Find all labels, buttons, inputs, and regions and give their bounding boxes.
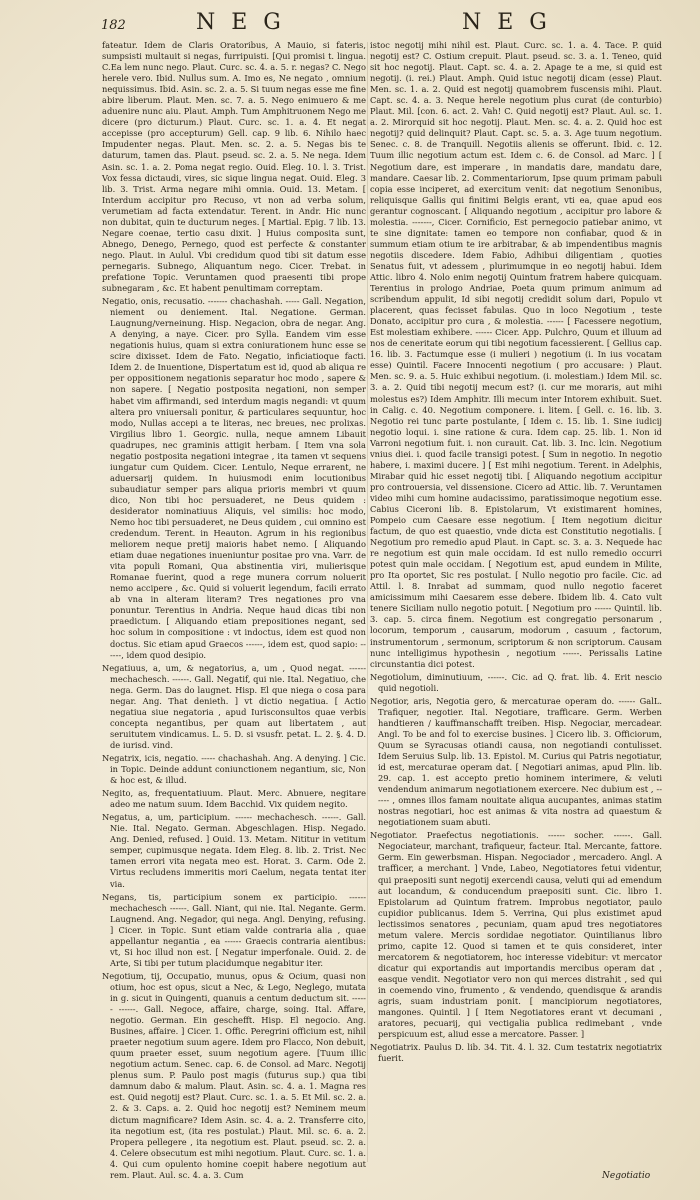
entry-negans: Negans, tis, participium sonem ex participio. ------ mechachesch ------. Gall. Niant, qui nie. Ital. Negante. Germ. Laugnend. Ang. Negador, qui nega. Angl. Denying, refusing. ] Cicer. in Topic. Sunt etiam valde contraria alia , quae appellantur negantia , ea ------ Graecis contraria aientibus: vt, Si hoc illud non est. [ Negatur imperfonale. Ouid. 2. de Arte, Si tibi per tutum placidumque negabitur iter.: [102, 891, 366, 968]
right-column: [370, 40, 662, 1170]
left-column: [102, 40, 366, 1180]
entry-negotior: Negotior, aris, Negotia gero, & mercaturae operam do. ------ GalL. Trafiquer, negotier. Ital. Negotiare, trafficare. Germ. Werben handtieren / kauffmanschafft treiben. Hisp. Negociar, mercadear. Angl. To be and fol to exercise busines. ] Cicero lib. 3. Officiorum, Quum se Syracusas otiandi causa, non negotiandi contulisset. Idem Seruius Sulp. lib. 13. Epistol. M. Curius qui Patris negotiatur, id est, mercaturae operam dat. [ Negotiari animas, apud Plin. lib. 29. cap. 1. est accepto pretio hominem interimere, & veluti vendendum animarum negotiationem exercere. Nec dubium est , ------ , omnes illos famam nouitate aliqua aucupantes, animas statim nostras negotiari, hoc est animas & vita nostra ad quaestum & negotiationem suam abuti.: [370, 695, 662, 828]
entry-negito: Negito, as, frequentatiuum. Plaut. Merc. Abnuere, negitare adeo me natum suum. Idem Bacchid. Vix quidem negito.: [102, 788, 366, 810]
page-number: 182: [101, 18, 126, 33]
catchword: Negotiatio: [602, 1171, 651, 1181]
entry-nego-continued: fateatur. Idem de Claris Oratoribus, A Mauio, si fateris, sumpsisti multauit si negas, furripuisti. [Qui promisi t. lingua. C.Ea lem nunc nego. Plaut. Curc. sc. 4. a. 5. r. negas? C. Nego herele vero. Ibid. Nullus sum. A. Imo es, Ne negato , omnium nequissimus. Ibid. Asin. sc. 2. a. 5. Si tuum negas esse me fine abire liberum. Plaut. Men. sc. 7. a. 5. Nego enimuero & me aduenire nunc aiu. Plaut. Amph. Tum Amphitruonem Nego me dicere (pro dicturum.) Plaut. Curc. sc. 1. a. 4. Et negat accepisse (pro accepturum) Gell. cap. 9 lib. 6. Nihilo haec Impudenter negas. Plaut. Men. sc. 2. a. 5. Negas bis te daturum, tamen das. Plaut. pseud. sc. 2. a. 5. Ne nega. Idem Asin. sc. 1. a. 2. Poma negat regio. Ouid. Eleg. 10. l. 3. Trist. Vox fessa dictaudi, vires, sic sique lingua negat. Ouid. Eleg. 3 lib. 3. Trist. Arma negare mihi omnia. Ouid. 13. Metam. [ Interdum accipitur pro Recuso, vt non ad verba solum, verumetiam ad facta extendatur. Terent. in Andr. Hic nunc non dubitat, quin te ducturum neges. [ Martial. Epig. 7 lib. 13. Negare coenae, tertio casu dixit. ] Huius composita sunt, Abnego, Denego, Pernego, quod est perfecte & constanter nego. Plaut. in Aulul. Vbi credidum quod tibi sit datum esse pernegaris. Subnego, Aliquantum nego. Cicer. Trebat. in prefatione Topic. Veruntamen quod praesenti tibi prope subnegaram , &c. Et habent penultimam correptam.: [102, 40, 366, 294]
entry-negatrix: Negatrix, icis, negatio. ----- chachashah. Ang. A denying. ] Cic. in Topic. Deinde addunt coniunctionem negantium, sic, Non & hoc est, & illud.: [102, 753, 366, 786]
entry-negatus: Negatus, a, um, participium. ------ mechachesch. ------. Gall. Nie. Ital. Negato. German. Abgeschlagen. Hisp. Negado. Ang. Denied, refused. ] Ouid. 13. Metam. Nititur in vetitum semper, cupimusque negata. Idem Eleg. 8. lib. 2. Trist. Nec tamen errori vita negata meo est. Horat. 3. Carm. Ode 2. Virtus recludens immeritis mori Caelum, negata tentat iter via.: [102, 812, 366, 889]
entry-negotiatrix: Negotiatrix. Paulus D. lib. 34. Tit. 4. l. 32. Cum testatrix negotiatrix fuerit.: [370, 1042, 662, 1064]
entry-negotium: Negotium, tij, Occupatio, munus, opus & Ocium, quasi non otium, hoc est opus, sicut a Nec, & Lego, Neglego, mutata in g. sicut in Quingenti, quanuis a centum deductum sit. ------ ------. Gall. Negoce, affaire, charge, soing. Ital. Affare, negotio. German. Ein geschefft. Hisp. El negocio. Ang. Busines, affaire. ] Cicer. 1. Offic. Peregrini officium est, nihil praeter negotium suum agere. Idem pro Flacco, Non debuit, quum praeter esset, suum negotium agere. [Tuum illic negotium actum. Senec. cap. 6. de Consol. ad Marc. Negotij plenus sum. P. Paulo post magis (futurus sup.) qua tibi damnum dabo & malum. Plaut. Asin. sc. 4. a. 1. Magna res est. Quid negotij est? Plaut. Curc. sc. 1. a. 5. Et Mil. sc. 2. a. 2. & 3. Caps. a. 2. Quid hoc negotij est? Neminem meum dictum magnificare? Idem Asin. sc. 4. a. 2. Transferre cito, ita negotium est, (ita res postulat.) Plaut. Mil. sc. 6. a. 2. Propera pellegere , ita negotium est. Plaut. pseud. sc. 2. a. 4. Celere obsecutum est mihi negotium. Plaut. Curc. sc. 1. a. 4. Qui cum opulento homine coepit habere negotium aut rem. Plaut. Aul. sc. 4. a. 3. Cum: [102, 970, 366, 1180]
page-header: [0, 10, 700, 40]
running-head-left: NEG: [196, 10, 297, 35]
entry-negatiuus: Negatiuus, a, um, & negatorius, a, um , Quod negat. ------ mechachesch. ------. Gall. Negatif, qui nie. Ital. Negatiuo, che nega. Germ. Das do laugnet. Hisp. El que niega o cosa para negar. Ang. That denieth. ] vt dictio negatiua. [ Actio negatiua siue negatoria , apud Iurisconsultos quae verbis concepta negantibus, per quam aut libertatem , aut seruitutem vindicamus. L. 5. D. si vsusfr. petat. L. 2. §. 4. D. de iurisd. vind.: [102, 662, 366, 750]
entry-negatio: Negatio, onis, recusatio. ------- chachashah. ----- Gall. Negation, niement ou deniement. Ital. Negatione. German. Laugnung/verneinung. Hisp. Negacion, obra de negar. Ang. A denying, a naye. Cicer. pro Sylla. Eandem vim esse negationis huius, quam si extra coniurationem hunc esse se scire dixisset. Idem de Fato. Negatio, inficiatioque facti. Idem 2. de Inuentione, Dispertatum est id, quod ab aliqua re per oppositionem negationis separatur hoc modo , sapere & non sapere. [ Negatio postposita negationi, non semper habet vim affirmandi, sed interdum magis negandi: vt quum altera pro vniuersali ponitur, & particulares sequuntur, hoc modo, Nullas accepi a te literas, nec breues, nec prolixas. Virgilius libro 1. Georgic. nulla, neque amnem Libauit quadrupes, nec graminis attigit herbam. [ Item vna sola negatio postposita negationi integrae , ita tamen vt sequens iungatur cum Quidem. Cicer. Lentulo, Neque errarent, ne aduersarij quidem. In huiusmodi enim locutionibus subaudiatur semper pars aliqua prioris membri vt quum dico, Non tibi hoc persuaderet, ne Deus quidem : desiderator nominatiuus Aliquis, vel similis: hoc modo, Nemo hoc tibi persuaderet, ne Deus quidem , cui omnino est credendum. Terent. in Heauton. Agrum in his regionibus meliorem neque pretij maioris habet nemo. [ Aliquando etiam duae negationes inueniuntur positae pro vna. Varr. de vita populi Romani, Qua abstinentia viri, mulierisque Romanae fuerint, quod a rege munera corrum noluerit nemo accipere , &c. Quid si voluerit legendum, facili errato ab vna in alteram literam? Tres negationes pro vna ponuntur. Terentius in Andria. Neque haud dicas tibi non praedictum. [ Aliquando etiam prepositiones negant, sed hoc solum in compositione : vt indoctus, idem est quod non doctus. Sic etiam apud Graecos ------, idem est, quod sapio: ------, idem quod desipio.: [102, 296, 366, 660]
running-head-right: NEG: [462, 10, 563, 35]
entry-negotium-continued: istoc negotij mihi nihil est. Plaut. Curc. sc. 1. a. 4. Tace. P. quid negotij est? C. Ostium crepuit. Plaut. pseud. sc. 3. a. 1. Teneo, quid sit hoc negotij. Plaut. Capt. sc. 4. a. 2. Apage te a me, si quid est negotij. (i. rei.) Plaut. Amph. Quid istuc negotij dicam (esse) Plaut. Men. sc. 1. a. 2. Quid est negotij quamobrem fuscensis mihi. Plaut. Capt. sc. 4. a. 3. Neque herele negotium plus curat (de conturbio) Plaut. Mil. [con. 6. act. 2. Vah! C. Quid negotij est? Plaut. Aul. sc. 1. a. 2. Mirorquid sit hoc negotij. Plaut. Men. sc. 4. a. 2. Quid hoc est negotij? quid delinquit? Plaut. Capt. sc. 5. a. 3. Age tuum negotium. Senec. c. 8. de Tranquill. Negotiis alienis se offerunt. Ibid. c. 12. Tuum illic negotium actum est. Idem c. 6. de Consol. ad Marc. ] [ Negotium dare, est imperare , in mandatis dare, mandatu dare, mandare. Caesar lib. 2. Commentariorum, Ipse quum primam pabuli copia esse inciperet, ad exercitum venit: dat negotium Senonibus, reliquisque Gallis qui finitimi Belgis erant, vti ea, quae apud eos gerantur cognoscant. [ Aliquando negotium , accipitur pro labore & molestia. -------, Cicer. Cornificio, Est pernegocio patiebar animo, vt te sine dignitate: tamen eo tempore non confiabar, quod & in summum etiam otium te ire arbitrabar, & ab impendentibus magnis negotiis discedere. Idem Fabio, Adhibui diligentiam , quoties Senatus fuit, vt adessem , plurimumque in eo negotij habui. Idem Attic. libro 4. Nolo enim negotij Quintum fratrem habere quicquam. Terentius in prologo Andriae, Poeta quum primum animum ad scribendum appulit, Id sibi negotij credidit solum dari, Populo vt placerent, quas fecisset fabulas. Quo in loco Negotium , teste Donato, accipitur pro cura , & molestia. ------ [ Facessere negotium, Est molestiam exhibere. ------ Cicer. App. Pulchro, Quum et illuum ad nos de ceneritate eorum qui tibi negotium facessierent. [ Gellius cap. 16. lib. 3. Factumque esse (i mulieri ) negotium (i. In ius vocatam esse) Quintil. Facere Innocenti negotium ( pro accusare: ) Plaut. Men. sc. 9. a. 5. Huic exhibui negotium. (i. molestiam.) Idem Mil. sc. 3. a. 2. Quid tibi negotij mecum est? (i. cur me moraris, aut mihi molestus es?) Idem Amphitr. Illi mecum inter Intorem exhibuit. Suet. in Calig. c. 40. Negotium componere. i. litem. [ Gell. c. 16. lib. 3. Negotio rei tunc parte postulante, [ Idem c. 15. lib. 1. Sine iudicij negotio loqui. i. sine ratione & cura. Idem cap. 25. lib. 1. Non id Varroni negotium fuit. i. non curauit. Cat. lib. 3. Inc. lcin. Negotium vnius diei. i. quod facile transigi potest. [ Sum in negotio. In negotio habere, i. maximi ducere. ] [ Est mihi negotium. Terent. in Adelphis, Mirabar quid hic esset negotij tibi. [ Aliquando negotium accipitur pro controuersia, vel dissensione. Cicero ad Attic. lib. 7. Veruntamen video mihi cum homine audacissimo, paratissimoque negotium esse. Cabius Ciceroni lib. 8. Epistolarum, Vt existimarent homines, Pompeio cum Caesare esse negotium. [ Item negotium dicitur factum, de quo est quaestio, vnde dicta est Constitutio negotialis. [ Negotium pro remedio apud Plaut. in Capt. sc. 3. a. 3. Nequede hac re negotium est quin male occidam. Id est nullo remedio occurri potest quin male occidam. [ Negotium est, apud eundem in Milite, pro Ita oportet, Sic res postulat. [ Nullo negotio pro facile. Cic. ad Attil. l. 8. Inrabat ad summam, quod nullo negotio faceret amicissimum mihi Caesarem esse debere. Ibidem lib. 4. Cato vult tenere Siciliam nullo negotio potuit. [ Negotium pro ------ Quintil. lib. 3. cap. 5. circa finem. Negotium est congregatio personarum , locorum, temporum , causarum, modorum , casuum , factorum, instrumentorum , sermonum, scriptorum & non scriptorum. Causam nunc intelligimus hypothesin , negotium ------. Perissalis Latine circunstantia dici potest.: [370, 40, 662, 669]
entry-negotiator: Negotiator. Praefectus negotiationis. ------ socher. ------. Gall. Negociateur, marchant, trafiqueur, facteur. Ital. Mercante, fattore. Germ. Ein gewerbsman. Hispan. Negociador , mercadero. Angl. A trafficer, a merchant. ] Vnde, Labeo, Negotiatores fetui videntur, qui praepositi sunt negotij exercendi causa, veluti qui ad emendum aut locandum, & conducendum praepositi sunt. Cic. libro 1. Epistolarum ad Quintum fratrem. Improbus negotiator, paulo cupidior publicanus. Idem 5. Verrina, Qui plus existimet apud lectissimos senatores , pecuniam, quam apud tres negotiatores metum valere. Mercis sordidae negotiator. Quintilianus libro primo, capite 12. Quod si tamen et te quis consideret, inter mercatorem & negotiatorem, hoc interesse videbitur: vt mercator dicatur qui exportandis aut importandis mercibus operam dat , easque vendit. Negotiator vero non qui merces distrahit , sed qui in coemendo vino, frumento , & vendendo, quendisque & arandis agris, suam industriam ponit. [ mancipiorum negotiatores, mangones. Quintil. ] [ Item Negotiatores erant vt decumani , aratores, pecuarij, qui vectigalia publica redimebant , vnde perspicuum est, aliud esse a mercatore. Passer. ]: [370, 830, 662, 1040]
column-divider: [367, 42, 368, 1162]
entry-negotiolum: Negotiolum, diminutiuum, ------. Cic. ad Q. frat. lib. 4. Erit nescio quid negotioli.: [370, 671, 662, 693]
